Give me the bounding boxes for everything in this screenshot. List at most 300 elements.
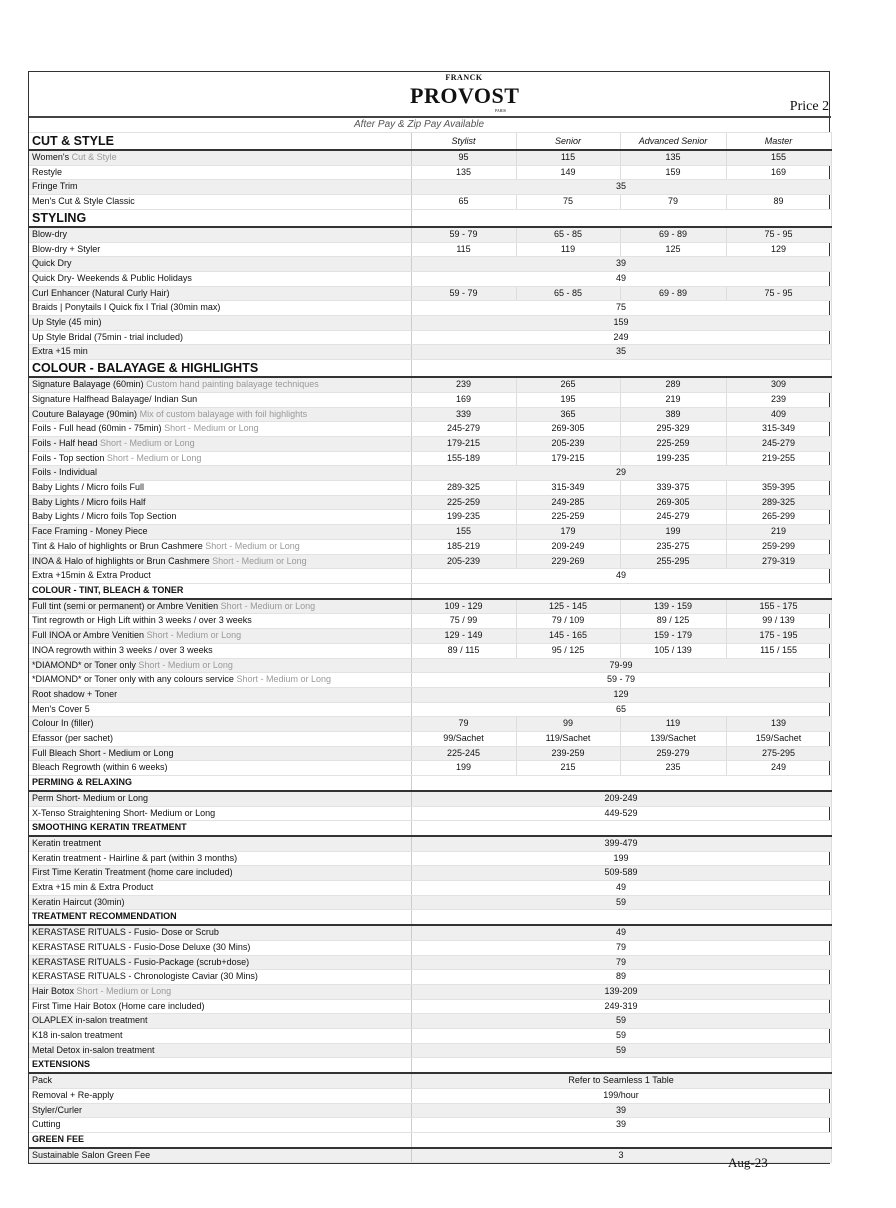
price-cell: 289-325 [726,495,831,510]
service-row [29,687,831,702]
service-cell [29,466,411,481]
section-title: COLOUR - TINT, BLEACH & TONER [29,583,411,598]
price-cell: 195 [516,392,620,407]
service-cell [29,599,411,614]
section-header [29,910,831,925]
service-name: Signature Halfhead Balayage/ Indian Sun [32,393,198,404]
service-row [29,436,831,451]
price-cell-all-levels: 39 [411,257,831,272]
price-cell: 235 [620,761,726,776]
service-row [29,836,831,851]
price-cell: 119 [620,717,726,732]
column-header: Senior [516,133,620,151]
price-cell-all-levels: 59 [411,1043,831,1058]
service-name: Extra +15 min [32,346,88,357]
service-note: Short - Medium or Long [212,555,307,566]
price-cell: 239 [411,377,516,392]
service-row [29,195,831,210]
service-row [29,614,831,629]
service-name: Efassor (per sachet) [32,733,114,744]
price-cell: 255-295 [620,554,726,569]
service-name: Keratin treatment [32,837,102,848]
price-cell: 409 [726,407,831,422]
service-cell [29,330,411,345]
price-cell: 99/Sachet [411,732,516,747]
service-cell [29,1103,411,1118]
service-cell [29,629,411,644]
price-cell: 125 [620,242,726,257]
service-name: First Time Hair Botox (Home care included) [32,1000,205,1011]
price-cell-all-levels: 65 [411,702,831,717]
price-cell: 265-299 [726,510,831,525]
price-cell-all-levels: 49 [411,881,831,896]
price-cell: 245-279 [411,422,516,437]
service-row [29,466,831,481]
service-row [29,717,831,732]
price-cell: 225-259 [620,436,726,451]
section-header [29,776,831,791]
service-name: *DIAMOND* or Toner only with any colours service [32,674,234,685]
service-note: Short - Medium or Long [220,600,316,611]
service-name: Removal + Re-apply [32,1089,114,1100]
section-header-spacer [411,360,831,378]
price-cell: 229-269 [516,554,620,569]
service-cell [29,999,411,1014]
price-cell: 79 [620,195,726,210]
price-cell: 69 - 89 [620,227,726,242]
price-cell: 289 [620,377,726,392]
service-row [29,895,831,910]
price-cell-all-levels: 3 [411,1148,831,1163]
price-cell: 159/Sachet [726,732,831,747]
section-header [29,1058,831,1073]
service-row [29,1014,831,1029]
service-name: INOA & Halo of highlights or Brun Cashmere [32,555,210,566]
price-cell-all-levels: 249 [411,330,831,345]
price-cell-all-levels: 59 - 79 [411,673,831,688]
price-cell: 199 [411,761,516,776]
section-header [29,583,831,598]
section-header [29,1133,831,1148]
service-cell [29,286,411,301]
service-row [29,554,831,569]
service-row [29,451,831,466]
service-name: Tint & Halo of highlights or Brun Cashmere [32,540,203,551]
service-name: Face Framing - Money Piece [32,526,148,537]
section-header-spacer [411,1133,831,1148]
service-row [29,658,831,673]
service-name: Root shadow + Toner [32,688,118,699]
price-cell: 185-219 [411,539,516,554]
service-name: Signature Balayage (60min) [32,379,144,390]
service-cell [29,242,411,257]
price-cell: 239 [726,392,831,407]
price-cell-all-levels: 159 [411,316,831,331]
service-row [29,301,831,316]
price-cell: 219-255 [726,451,831,466]
service-row [29,180,831,195]
service-cell [29,806,411,821]
service-name: Curl Enhancer (Natural Curly Hair) [32,287,170,298]
service-cell [29,1073,411,1088]
service-row [29,495,831,510]
price-cell-all-levels: 29 [411,466,831,481]
service-name: KERASTASE RITUALS - Fusio-Dose Deluxe (30 Mins) [32,941,251,952]
price-cell-all-levels: 79 [411,955,831,970]
logo-header-row [29,72,831,117]
service-note: Short - Medium or Long [236,674,331,685]
section-title: EXTENSIONS [29,1058,411,1073]
price-cell: 309 [726,377,831,392]
section-header [29,360,831,378]
service-cell [29,392,411,407]
service-name: Full tint (semi or permanent) or Ambre Venitien [32,600,219,611]
price-cell: 249-285 [516,495,620,510]
service-name: Extra +15min & Extra Product [32,570,151,581]
price-cell-all-levels: 139-209 [411,984,831,999]
price-cell: 239-259 [516,746,620,761]
price-cell-all-levels: 39 [411,1103,831,1118]
section-header-spacer [411,209,831,227]
service-name: OLAPLEX in-salon treatment [32,1015,148,1026]
price-cell: 115 [411,242,516,257]
service-cell [29,1029,411,1044]
service-row [29,407,831,422]
service-name: Keratin treatment - Hairline & part (within 3 months) [32,852,238,863]
service-cell [29,687,411,702]
service-name: Foils - Individual [32,467,98,478]
section-title: SMOOTHING KERATIN TREATMENT [29,821,411,836]
service-cell [29,1088,411,1103]
service-cell [29,791,411,806]
price-cell-all-levels: 39 [411,1118,831,1133]
service-name: KERASTASE RITUALS - Chronologiste Caviar (30 Mins) [32,971,258,982]
service-cell [29,165,411,180]
price-cell: 215 [516,761,620,776]
price-cell: 169 [411,392,516,407]
section-header [29,209,831,227]
price-cell: 139 [726,717,831,732]
service-note: Short - Medium or Long [76,985,172,996]
service-name: Braids | Ponytails I Quick fix I Trial (30min max) [32,302,221,313]
service-cell [29,866,411,881]
price-cell-all-levels: 75 [411,301,831,316]
service-row [29,345,831,360]
service-cell [29,150,411,165]
service-cell [29,895,411,910]
service-row [29,1118,831,1133]
price-cell: 175 - 195 [726,629,831,644]
service-name: Restyle [32,166,63,177]
service-cell [29,1148,411,1163]
price-cell: 115 [516,150,620,165]
service-cell [29,554,411,569]
price-cell: 115 / 155 [726,643,831,658]
price-cell-all-levels: 209-249 [411,791,831,806]
price-cell: 259-299 [726,539,831,554]
service-name: KERASTASE RITUALS - Fusio- Dose or Scrub [32,927,219,938]
payment-note: After Pay & Zip Pay Available [354,119,485,130]
service-cell [29,301,411,316]
logo-main-text: PROVOST [410,83,520,108]
price-cell-all-levels: 49 [411,925,831,940]
service-row [29,1103,831,1118]
service-name: Fringe Trim [32,181,78,192]
price-cell: 89 / 125 [620,614,726,629]
service-row [29,702,831,717]
price-cell-all-levels: 449-529 [411,806,831,821]
service-note: Short - Medium or Long [205,540,300,551]
service-row [29,866,831,881]
service-name: Quick Dry [32,258,72,269]
service-name: *DIAMOND* or Toner only [32,659,136,670]
section-title: COLOUR - BALAYAGE & HIGHLIGHTS [29,360,411,378]
section-title: CUT & STYLE [29,133,411,151]
service-row [29,955,831,970]
service-row [29,791,831,806]
service-cell [29,851,411,866]
price-cell-all-levels: 59 [411,1029,831,1044]
price-cell: 135 [620,150,726,165]
franck-provost-logo [410,73,518,114]
service-name: Blow-dry + Styler [32,243,101,254]
service-name: Up Style Bridal (75min - trial included) [32,331,184,342]
price-cell: 249 [726,761,831,776]
service-name: Styler/Curler [32,1104,83,1115]
service-note: Short - Medium or Long [138,659,233,670]
service-row [29,150,831,165]
service-name: Men's Cut & Style Classic [32,196,135,207]
service-row [29,1043,831,1058]
price-cell-all-levels: 79-99 [411,658,831,673]
service-cell [29,702,411,717]
section-title: GREEN FEE [29,1133,411,1148]
service-note: Short - Medium or Long [146,630,242,641]
service-cell [29,407,411,422]
service-name: Tint regrowth or High Lift within 3 weeks / over 3 weeks [32,615,252,626]
service-cell [29,836,411,851]
section-title: STYLING [29,209,411,227]
service-cell [29,881,411,896]
service-row [29,1088,831,1103]
price-cell: 155 [411,525,516,540]
service-row [29,392,831,407]
service-cell [29,1118,411,1133]
service-name: X-Tenso Straightening Short- Medium or Long [32,807,216,818]
service-name: Baby Lights / Micro foils Top Section [32,511,177,522]
price-cell: 145 - 165 [516,629,620,644]
price-cell: 209-249 [516,539,620,554]
price-cell: 75 / 99 [411,614,516,629]
logo-top-text: FRANCK [445,73,483,82]
section-header-spacer [411,910,831,925]
service-row [29,481,831,496]
price-cell: 235-275 [620,539,726,554]
service-name: Extra +15 min & Extra Product [32,882,154,893]
price-cell: 219 [726,525,831,540]
service-row [29,227,831,242]
price-cell-all-levels: 35 [411,180,831,195]
section-header-spacer [411,1058,831,1073]
price-cell: 179-215 [516,451,620,466]
service-note: Custom hand painting balayage techniques [146,379,319,390]
service-name: Full INOA or Ambre Venitien [32,630,145,641]
price-cell: 169 [726,165,831,180]
price-cell: 65 - 85 [516,227,620,242]
price-cell: 129 - 149 [411,629,516,644]
service-name: Metal Detox in-salon treatment [32,1044,155,1055]
price-cell: 179 [516,525,620,540]
price-cell: 289-325 [411,481,516,496]
price-cell: 135 [411,165,516,180]
service-row [29,1029,831,1044]
service-cell [29,643,411,658]
price-cell-all-levels: 49 [411,271,831,286]
service-cell [29,925,411,940]
section-title: TREATMENT RECOMMENDATION [29,910,411,925]
service-row [29,1148,831,1163]
service-row [29,761,831,776]
service-cell [29,495,411,510]
service-cell [29,377,411,392]
price-cell: 359-395 [726,481,831,496]
service-cell [29,345,411,360]
service-row [29,257,831,272]
service-note: Mix of custom balayage with foil highlights [139,408,308,419]
service-cell [29,316,411,331]
service-name: Men's Cover 5 [32,703,90,714]
service-cell [29,658,411,673]
price-cell: 225-259 [411,495,516,510]
price-cell: 279-319 [726,554,831,569]
price-cell: 59 - 79 [411,227,516,242]
service-name: Foils - Half head [32,437,98,448]
price-cell: 99 [516,717,620,732]
service-row [29,732,831,747]
service-cell [29,984,411,999]
price-cell: 99 / 139 [726,614,831,629]
service-row [29,242,831,257]
service-cell [29,510,411,525]
price-cell: 199-235 [620,451,726,466]
service-row [29,1073,831,1088]
service-name: Baby Lights / Micro foils Half [32,496,146,507]
service-cell [29,539,411,554]
payment-note-row [29,117,831,133]
service-row [29,271,831,286]
price-cell: 275-295 [726,746,831,761]
price-cell: 79 / 109 [516,614,620,629]
price-cell: 245-279 [726,436,831,451]
service-name: Bleach Regrowth (within 6 weeks) [32,762,168,773]
service-note: Cut & Style [71,152,117,162]
service-note: Short - Medium or Long [106,452,202,463]
service-name: Blow-dry [32,228,68,239]
service-row [29,316,831,331]
price-cell: 269-305 [516,422,620,437]
service-row [29,999,831,1014]
service-cell [29,195,411,210]
service-row [29,422,831,437]
column-header: Advanced Senior [620,133,726,151]
service-cell [29,970,411,985]
service-row [29,377,831,392]
service-cell [29,955,411,970]
service-name: Keratin Haircut (30min) [32,896,125,907]
service-row [29,970,831,985]
service-row [29,525,831,540]
price-cell-all-levels: 199/hour [411,1088,831,1103]
price-cell: 139 - 159 [620,599,726,614]
service-row [29,984,831,999]
price-cell: 339-375 [620,481,726,496]
price-cell: 59 - 79 [411,286,516,301]
service-cell [29,451,411,466]
price-cell: 89 [726,195,831,210]
price-cell: 125 - 145 [516,599,620,614]
price-cell: 65 [411,195,516,210]
service-name: Hair Botox [32,985,75,996]
price-cell: 79 [411,717,516,732]
service-row [29,539,831,554]
price-cell: 89 / 115 [411,643,516,658]
service-row [29,881,831,896]
price-cell: 199 [620,525,726,540]
price-cell: 315-349 [726,422,831,437]
service-name: Couture Balayage (90min) [32,408,138,419]
price-cell: 225-245 [411,746,516,761]
price-cell-all-levels: 89 [411,970,831,985]
price-cell: 205-239 [516,436,620,451]
section-header-spacer [411,821,831,836]
logo-sub-text: PARIS [495,108,506,113]
service-name: INOA regrowth within 3 weeks / over 3 weeks [32,644,213,655]
price-cell-all-levels: 59 [411,895,831,910]
price-cell-all-levels: 249-319 [411,999,831,1014]
price-cell: 269-305 [620,495,726,510]
price-cell: 105 / 139 [620,643,726,658]
service-name: Foils - Top section [32,452,105,463]
service-cell [29,227,411,242]
service-row [29,746,831,761]
service-cell [29,422,411,437]
section-header [29,133,831,151]
service-cell [29,1014,411,1029]
date-footer: Aug-23 [728,1155,768,1170]
price-cell: 119 [516,242,620,257]
price-cell-all-levels: 59 [411,1014,831,1029]
service-name: K18 in-salon treatment [32,1030,123,1041]
price-cell: 95 / 125 [516,643,620,658]
price-cell: 339 [411,407,516,422]
service-name: Sustainable Salon Green Fee [32,1149,151,1160]
service-cell [29,940,411,955]
price-cell: 295-329 [620,422,726,437]
price-cell: 389 [620,407,726,422]
service-cell [29,614,411,629]
price-cell-all-levels: 49 [411,569,831,584]
service-row [29,165,831,180]
service-name: KERASTASE RITUALS - Fusio-Package (scrub+dose) [32,956,250,967]
price-cell-all-levels: Refer to Seamless 1 Table [411,1073,831,1088]
price-cell: 129 [726,242,831,257]
service-note: Short - Medium or Long [164,423,259,434]
service-name: Colour In (filler) [32,718,94,729]
service-row [29,629,831,644]
service-name: Up Style (45 min) [32,317,102,328]
price-cell-all-levels: 199 [411,851,831,866]
price-cell: 179-215 [411,436,516,451]
